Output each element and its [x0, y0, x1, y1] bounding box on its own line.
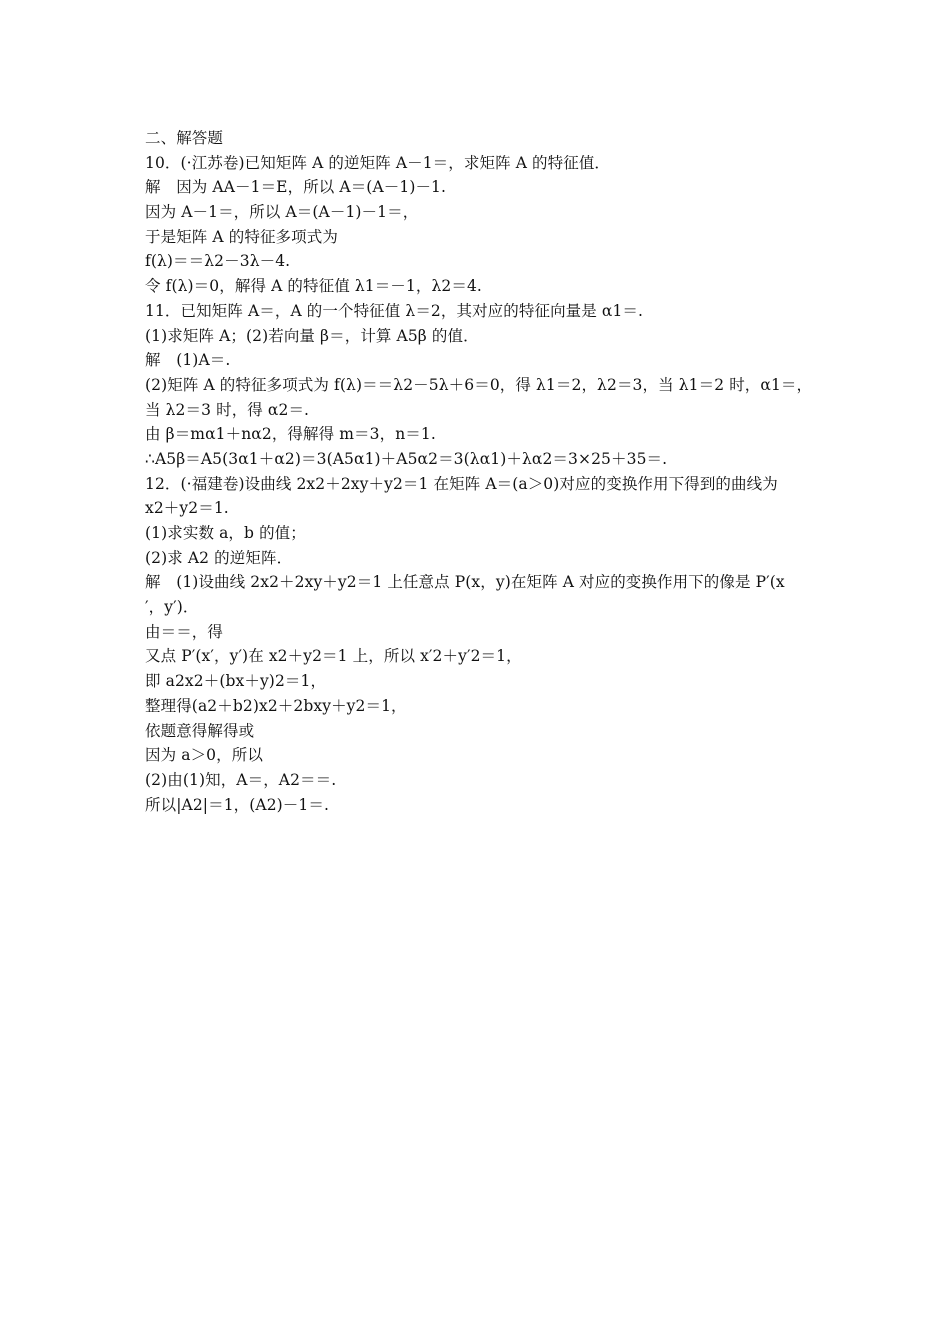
problem-12-solution-line: 即 a2x2＋(bx＋y)2＝1，: [145, 672, 327, 691]
problem-12-solution-line: 由＝＝，得: [145, 622, 224, 641]
problem-10-solution-line: 解 因为 AA－1＝E，所以 A＝(A－1)－1.: [145, 178, 447, 197]
problem-12-statement: 12．(·福建卷)设曲线 2x2＋2xy＋y2＝1 在矩阵 A＝(a＞0)对应的变换作用下得到的曲线为: [145, 474, 778, 493]
problem-12-solution-line: 又点 P′(x′，y′)在 x2＋y2＝1 上，所以 x′2＋y′2＝1，: [145, 647, 522, 666]
problem-11-solution-line: 由 β＝mα1＋nα2，得解得 m＝3，n＝1.: [145, 425, 436, 444]
problem-12-solution-line: 所以|A2|＝1，(A2)－1＝.: [145, 795, 329, 814]
problem-12-statement: (1)求实数 a，b 的值；: [145, 524, 306, 542]
problem-12-solution-line: 整理得(a2＋b2)x2＋2bxy＋y2＝1，: [145, 696, 407, 715]
problem-10-statement: 10．(·江苏卷)已知矩阵 A 的逆矩阵 A－1＝，求矩阵 A 的特征值．: [145, 153, 611, 172]
problem-11-solution-line: (2)矩阵 A 的特征多项式为 f(λ)＝＝λ2－5λ＋6＝0，得 λ1＝2，λ2＝3，当 λ1＝2 时，α1＝，: [145, 375, 813, 394]
problem-10-solution-line: 因为 A－1＝，所以 A＝(A－1)－1＝，: [145, 203, 419, 222]
problem-10-solution-line: 令 f(λ)＝0，解得 A 的特征值 λ1＝－1，λ2＝4.: [145, 277, 482, 296]
problem-11-solution-line: 当 λ2＝3 时，得 α2＝.: [145, 400, 310, 419]
document-body: [145, 126, 813, 817]
problem-10-solution-line: 于是矩阵 A 的特征多项式为: [145, 227, 338, 246]
problem-11-solution-line: 解 (1)A＝.: [145, 351, 231, 370]
problem-12-solution-line: 因为 a＞0，所以: [145, 746, 263, 765]
section-heading: 二、解答题: [145, 129, 224, 147]
problem-11-statement: 11．已知矩阵 A＝，A 的一个特征值 λ＝2，其对应的特征向量是 α1＝.: [145, 301, 644, 320]
problem-12-statement: (2)求 A2 的逆矩阵．: [145, 548, 293, 567]
problem-11-statement: (1)求矩阵 A；(2)若向量 β＝，计算 A5β 的值．: [145, 326, 479, 345]
problem-12-solution-line: (2)由(1)知，A＝，A2＝＝.: [145, 770, 337, 789]
problem-12-solution-line: 依题意得解得或: [145, 721, 255, 740]
problem-12-solution-line: ′，y′)．: [145, 598, 199, 617]
problem-12-solution-line: 解 (1)设曲线 2x2＋2xy＋y2＝1 上任意点 P(x，y)在矩阵 A 对应的变换作用下的像是 P′(x: [145, 573, 785, 592]
problem-10-solution-line: f(λ)＝＝λ2－3λ－4.: [145, 252, 291, 271]
problem-12-statement: x2＋y2＝1.: [145, 499, 229, 518]
problem-11-solution-line: ∴A5β＝A5(3α1＋α2)＝3(A5α1)＋A5α2＝3(λα1)＋λα2＝3×25＋35＝.: [145, 449, 668, 468]
